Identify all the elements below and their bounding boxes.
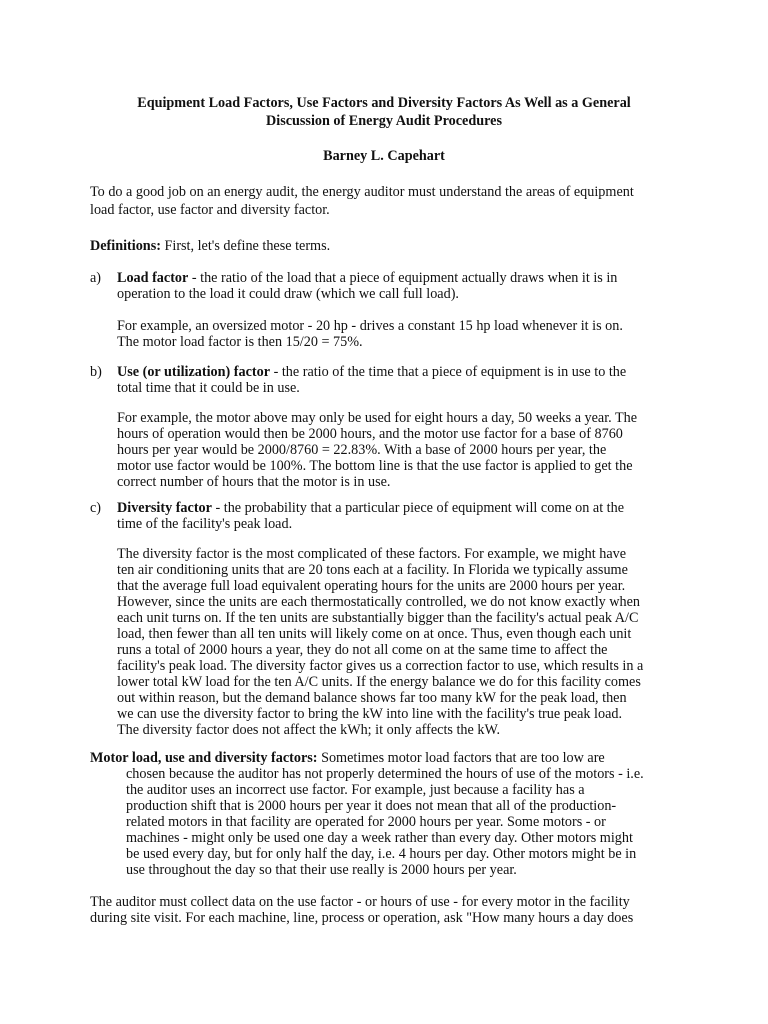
example-line: each unit turns on. If the ten units are substantially bigger than the facility's actual peak A/C bbox=[117, 610, 639, 626]
intro-paragraph bbox=[90, 184, 670, 218]
definition-text: operation to the load it could draw (which we call full load). bbox=[117, 286, 459, 302]
definition-text: time of the facility's peak load. bbox=[117, 516, 293, 532]
example-line: facility's peak load. The diversity factor gives us a correction factor to use, which results in a bbox=[117, 658, 644, 674]
definition-text: - the ratio of the load that a piece of equipment actually draws when it is in bbox=[188, 270, 618, 286]
item-c-label: c) bbox=[90, 500, 102, 516]
term-use-factor: Use (or utilization) factor bbox=[117, 364, 271, 380]
motor-line: chosen because the auditor has not properly determined the hours of use of the motors - i.e. bbox=[126, 766, 644, 782]
item-a-label: a) bbox=[90, 270, 102, 286]
item-c-example bbox=[117, 546, 670, 738]
example-line: load, then fewer than all ten units will likely come on at once. Thus, even though each unit bbox=[117, 626, 632, 642]
motor-line: machines - might only be used one day a week rather than every day. Other motors might bbox=[126, 830, 633, 846]
closing-line: during site visit. For each machine, line, process or operation, ask "How many hours a day does bbox=[90, 910, 634, 926]
motor-line: related motors in that facility are operated for 2000 hours per year. Some motors - or bbox=[126, 814, 606, 830]
item-a-example bbox=[117, 318, 670, 350]
example-line: For example, an oversized motor - 20 hp - drives a constant 15 hp load whenever it is on. bbox=[117, 318, 623, 334]
example-line: motor use factor would be 100%. The bottom line is that the use factor is applied to get the bbox=[117, 458, 633, 474]
example-line: hours per year would be 2000/8760 = 22.83%. With a base of 2000 hours per year, the bbox=[117, 442, 607, 458]
closing-paragraph bbox=[90, 894, 670, 926]
title-line-2: Discussion of Energy Audit Procedures bbox=[266, 113, 502, 129]
motor-heading: Motor load, use and diversity factors: bbox=[90, 750, 318, 766]
item-a-definition bbox=[117, 270, 670, 302]
item-b-label: b) bbox=[90, 364, 102, 380]
example-line: The diversity factor does not affect the kWh; it only affects the kW. bbox=[117, 722, 501, 738]
document-title bbox=[0, 94, 768, 130]
definition-text: - the probability that a particular piece of equipment will come on at the bbox=[211, 500, 625, 516]
motor-line: production shift that is 2000 hours per year it does not mean that all of the production- bbox=[126, 798, 617, 814]
example-line: lower total kW load for the ten A/C units. If the energy balance we do for this facility comes bbox=[117, 674, 641, 690]
motor-section bbox=[90, 750, 670, 878]
term-diversity-factor: Diversity factor bbox=[117, 500, 212, 516]
title-line-1: Equipment Load Factors, Use Factors and Diversity Factors As Well as a General bbox=[137, 95, 631, 111]
term-load-factor: Load factor bbox=[117, 270, 189, 286]
definitions-text: First, let's define these terms. bbox=[160, 238, 331, 254]
example-line: we can use the diversity factor to bring the kW into line with the facility's true peak load. bbox=[117, 706, 623, 722]
example-line: ten air conditioning units that are 20 tons each at a facility. In Florida we typically assume bbox=[117, 562, 628, 578]
author-name: Barney L. Capehart bbox=[323, 148, 445, 164]
example-line: However, since the units are each thermostatically controlled, we do not know exactly when bbox=[117, 594, 641, 610]
example-line: The diversity factor is the most complicated of these factors. For example, we might have bbox=[117, 546, 627, 562]
intro-line: To do a good job on an energy audit, the energy auditor must understand the areas of equipment bbox=[90, 184, 634, 200]
definition-text: total time that it could be in use. bbox=[117, 380, 300, 396]
definition-text: - the ratio of the time that a piece of equipment is in use to the bbox=[270, 364, 627, 380]
example-line: correct number of hours that the motor is in use. bbox=[117, 474, 391, 490]
example-line: that the average full load equivalent operating hours for the units are 2000 hours per year. bbox=[117, 578, 626, 594]
item-c-definition bbox=[117, 500, 670, 532]
item-b-example bbox=[117, 410, 670, 490]
example-line: hours of operation would then be 2000 hours, and the motor use factor for a base of 8760 bbox=[117, 426, 623, 442]
intro-line: load factor, use factor and diversity factor. bbox=[90, 202, 330, 218]
item-b-definition bbox=[117, 364, 670, 396]
motor-first-line: Sometimes motor load factors that are too low are bbox=[317, 750, 605, 766]
closing-line: The auditor must collect data on the use factor - or hours of use - for every motor in the facility bbox=[90, 894, 630, 910]
example-line: out within reason, but the demand balance shows far too many kW for the peak load, then bbox=[117, 690, 627, 706]
example-line: runs a total of 2000 hours a year, they do not all come on at the same time to affect the bbox=[117, 642, 608, 658]
motor-line: use throughout the day so that their use really is 2000 hours per year. bbox=[126, 862, 517, 878]
motor-line: the auditor uses an incorrect use factor. For example, just because a facility has a bbox=[126, 782, 585, 798]
example-line: The motor load factor is then 15/20 = 75%. bbox=[117, 334, 363, 350]
definitions-paragraph bbox=[90, 238, 670, 254]
example-line: For example, the motor above may only be used for eight hours a day, 50 weeks a year. The bbox=[117, 410, 638, 426]
motor-line: be used every day, but for only half the day, i.e. 4 hours per day. Other motors might be in bbox=[126, 846, 637, 862]
definitions-heading: Definitions: bbox=[90, 238, 161, 254]
